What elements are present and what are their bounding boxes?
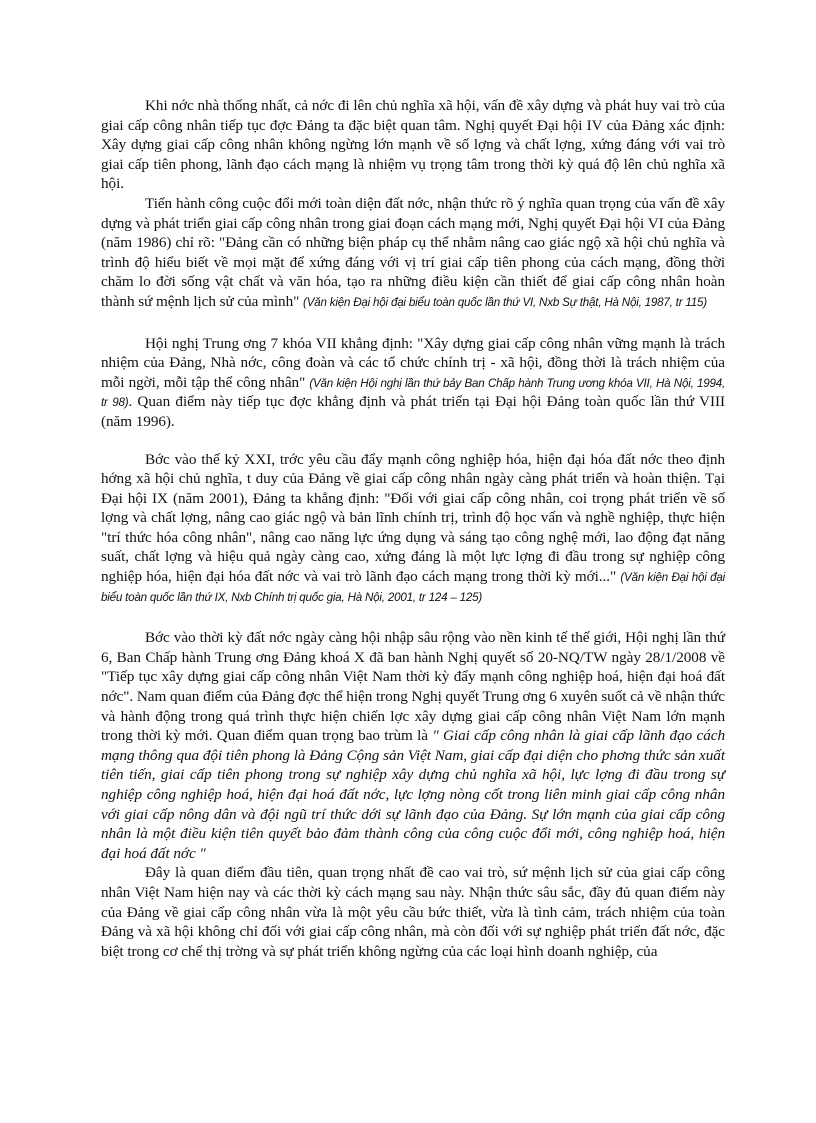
paragraph-2 [101, 194, 725, 312]
paragraph-3-text: Hội nghị Trung ơng 7 khóa VII khẳng định: "Xây dựng giai cấp công nhân vững mạnh là trách nhiệm của Đảng, Nhà nớc, công đoàn và các tổ chức chính trị - xã hội, đồng thời là trách nhiệm của mỗi ngời, mỗi tập thể công nhân" [101, 334, 725, 391]
paragraph-4 [101, 450, 725, 607]
citation-ix-congress: (Văn kiện Đại hội đại biểu toàn quốc lần thứ IX, Nxb Chính trị quốc gia, Hà Nội, 2001, tr 124 – 125) [101, 571, 725, 604]
paragraph-5 [101, 628, 725, 863]
paragraph-5-text: Bớc vào thời kỳ đất nớc ngày càng hội nhập sâu rộng vào nền kinh tế thế giới, Hội nghị lần thứ 6, Ban Chấp hành Trung ơng Đảng khoá X đã ban hành Nghị quyết số 20-NQ/TW ngày 28/1/2008 về "Tiếp tục xây dựng giai cấp công nhân Việt Nam thời kỳ đẩy mạnh công nghiệp hoá, hiện đại hoá đất nớc". Nam quan điểm của Đảng đợc thể hiện trong Nghị quyết Trung ơng 6 xuyên suốt cả về nhận thức và hành động trong quá trình thực hiện chiến lợc xây dựng giai cấp công nhân Việt Nam lớn mạnh trong thời kỳ mới. Quan điểm quan trọng bao trùm là [101, 629, 725, 745]
document-page [101, 96, 725, 961]
paragraph-3 [101, 334, 725, 432]
paragraph-4-text: Bớc vào thế kỷ XXI, trớc yêu cầu đẩy mạnh công nghiệp hóa, hiện đại hóa đất nớc theo định hớng xã hội chủ nghĩa, t duy của Đảng về giai cấp công nhân ngày càng phát triển và hoàn thiện. Tại Đại hội IX (năm 2001), Đảng ta khẳng định: "Đối với giai cấp công nhân, coi trọng phát triển về số lợng và chất lợng, nâng cao giác ngộ và bản lĩnh chính trị, trình độ học vấn và nghề nghiệp, thực hiện "trí thức hóa công nhân", nâng cao năng lực ứng dụng và sáng tạo công nghệ mới, lao động đạt năng suất, chất lợng và hiệu quả ngày càng cao, xứng đáng là một lực lợng đi đầu trong sự nghiệp công nghiệp hóa, hiện đại hóa đất nớc và vai trò lãnh đạo cách mạng trong thời kỳ mới..." [101, 450, 725, 586]
paragraph-1: Khi nớc nhà thống nhất, cả nớc đi lên chủ nghĩa xã hội, vấn đề xây dựng và phát huy vai trò của giai cấp công nhân tiếp tục đợc Đảng ta đặc biệt quan tâm. Nghị quyết Đại hội IV của Đảng xác định: Xây dựng giai cấp công nhân không ngừng lớn mạnh về số lợng và chất lợng, xứng đáng với vai trò giai cấp tiên phong, lãnh đạo cách mạng là nhiệm vụ trọng tâm trong thời kỳ quá độ lên chủ nghĩa xã hội. [101, 97, 725, 193]
citation-plenum-7: (Văn kiện Hội nghị lần thứ bảy Ban Chấp hành Trung ương khóa VII, Hà Nội, 1994, tr 98) [101, 376, 726, 410]
paragraph-5-quote: " Giai cấp công nhân là giai cấp lãnh đạo cách mạng thông qua đội tiên phong là Đảng Cộng sản Việt Nam, giai cấp đại diện cho phơng thức sản xuất tiên tiến, giai cấp tiên phong trong sự nghiệp xây dựng chủ nghĩa xã hội, lực lợng đi đầu trong sự nghiệp công nghiệp hoá, hiện đại hoá đất nớc, lực lợng nòng cốt trong liên minh giai cấp công nhân với giai cấp nông dân và đội ngũ trí thức dới sự lãnh đạo của Đảng. Sự lớn mạnh của giai cấp công nhân là một điều kiện tiên quyết bảo đảm thành công của công cuộc đổi mới, công nghiệp hoá, hiện đại hoá đất nớc " [101, 727, 725, 862]
citation-vi-congress: (Văn kiện Đại hội đại biểu toàn quốc lần thứ VI, Nxb Sự thật, Hà Nội, 1987, tr 115) [303, 295, 707, 309]
paragraph-3-end: . Quan điểm này tiếp tục đợc khẳng định và phát triển tại Đại hội Đảng toàn quốc lần thứ VIII (năm 1996). [101, 393, 725, 430]
paragraph-2-text: Tiến hành công cuộc đổi mới toàn diện đất nớc, nhận thức rõ ý nghĩa quan trọng của vấn đề xây dựng và phát triển giai cấp công nhân trong giai đoạn cách mạng mới, Nghị quyết Đại hội VI của Đảng (năm 1986) chỉ rõ: "Đảng cần có những biện pháp cụ thể nhằm nâng cao giác ngộ xã hội chủ nghĩa và trình độ hiểu biết về mọi mặt để xứng đáng với vị trí giai cấp tiên phong của cách mạng, đồng thời chăm lo đời sống vật chất và văn hóa, tạo ra những điều kiện cần thiết để giai cấp công nhân hoàn thành sứ mệnh lịch sử của mình" [101, 194, 725, 310]
paragraph-6: Đây là quan điểm đầu tiên, quan trọng nhất đề cao vai trò, sứ mệnh lịch sử của giai cấp công nhân Việt Nam hiện nay và các thời kỳ cách mạng sau này. Nhận thức sâu sắc, đầy đủ quan điểm này của Đảng về giai cấp công nhân vừa là một yêu cầu bức thiết, vừa là tình cảm, trách nhiệm của toàn Đảng và xã hội không chỉ đối với giai cấp công nhân, mà còn đối với sự nghiệp phát triển đất nớc, đặc biệt trong cơ chế thị trờng và sự phát triển không ngừng của các loại hình doanh nghiệp, của [101, 864, 725, 960]
